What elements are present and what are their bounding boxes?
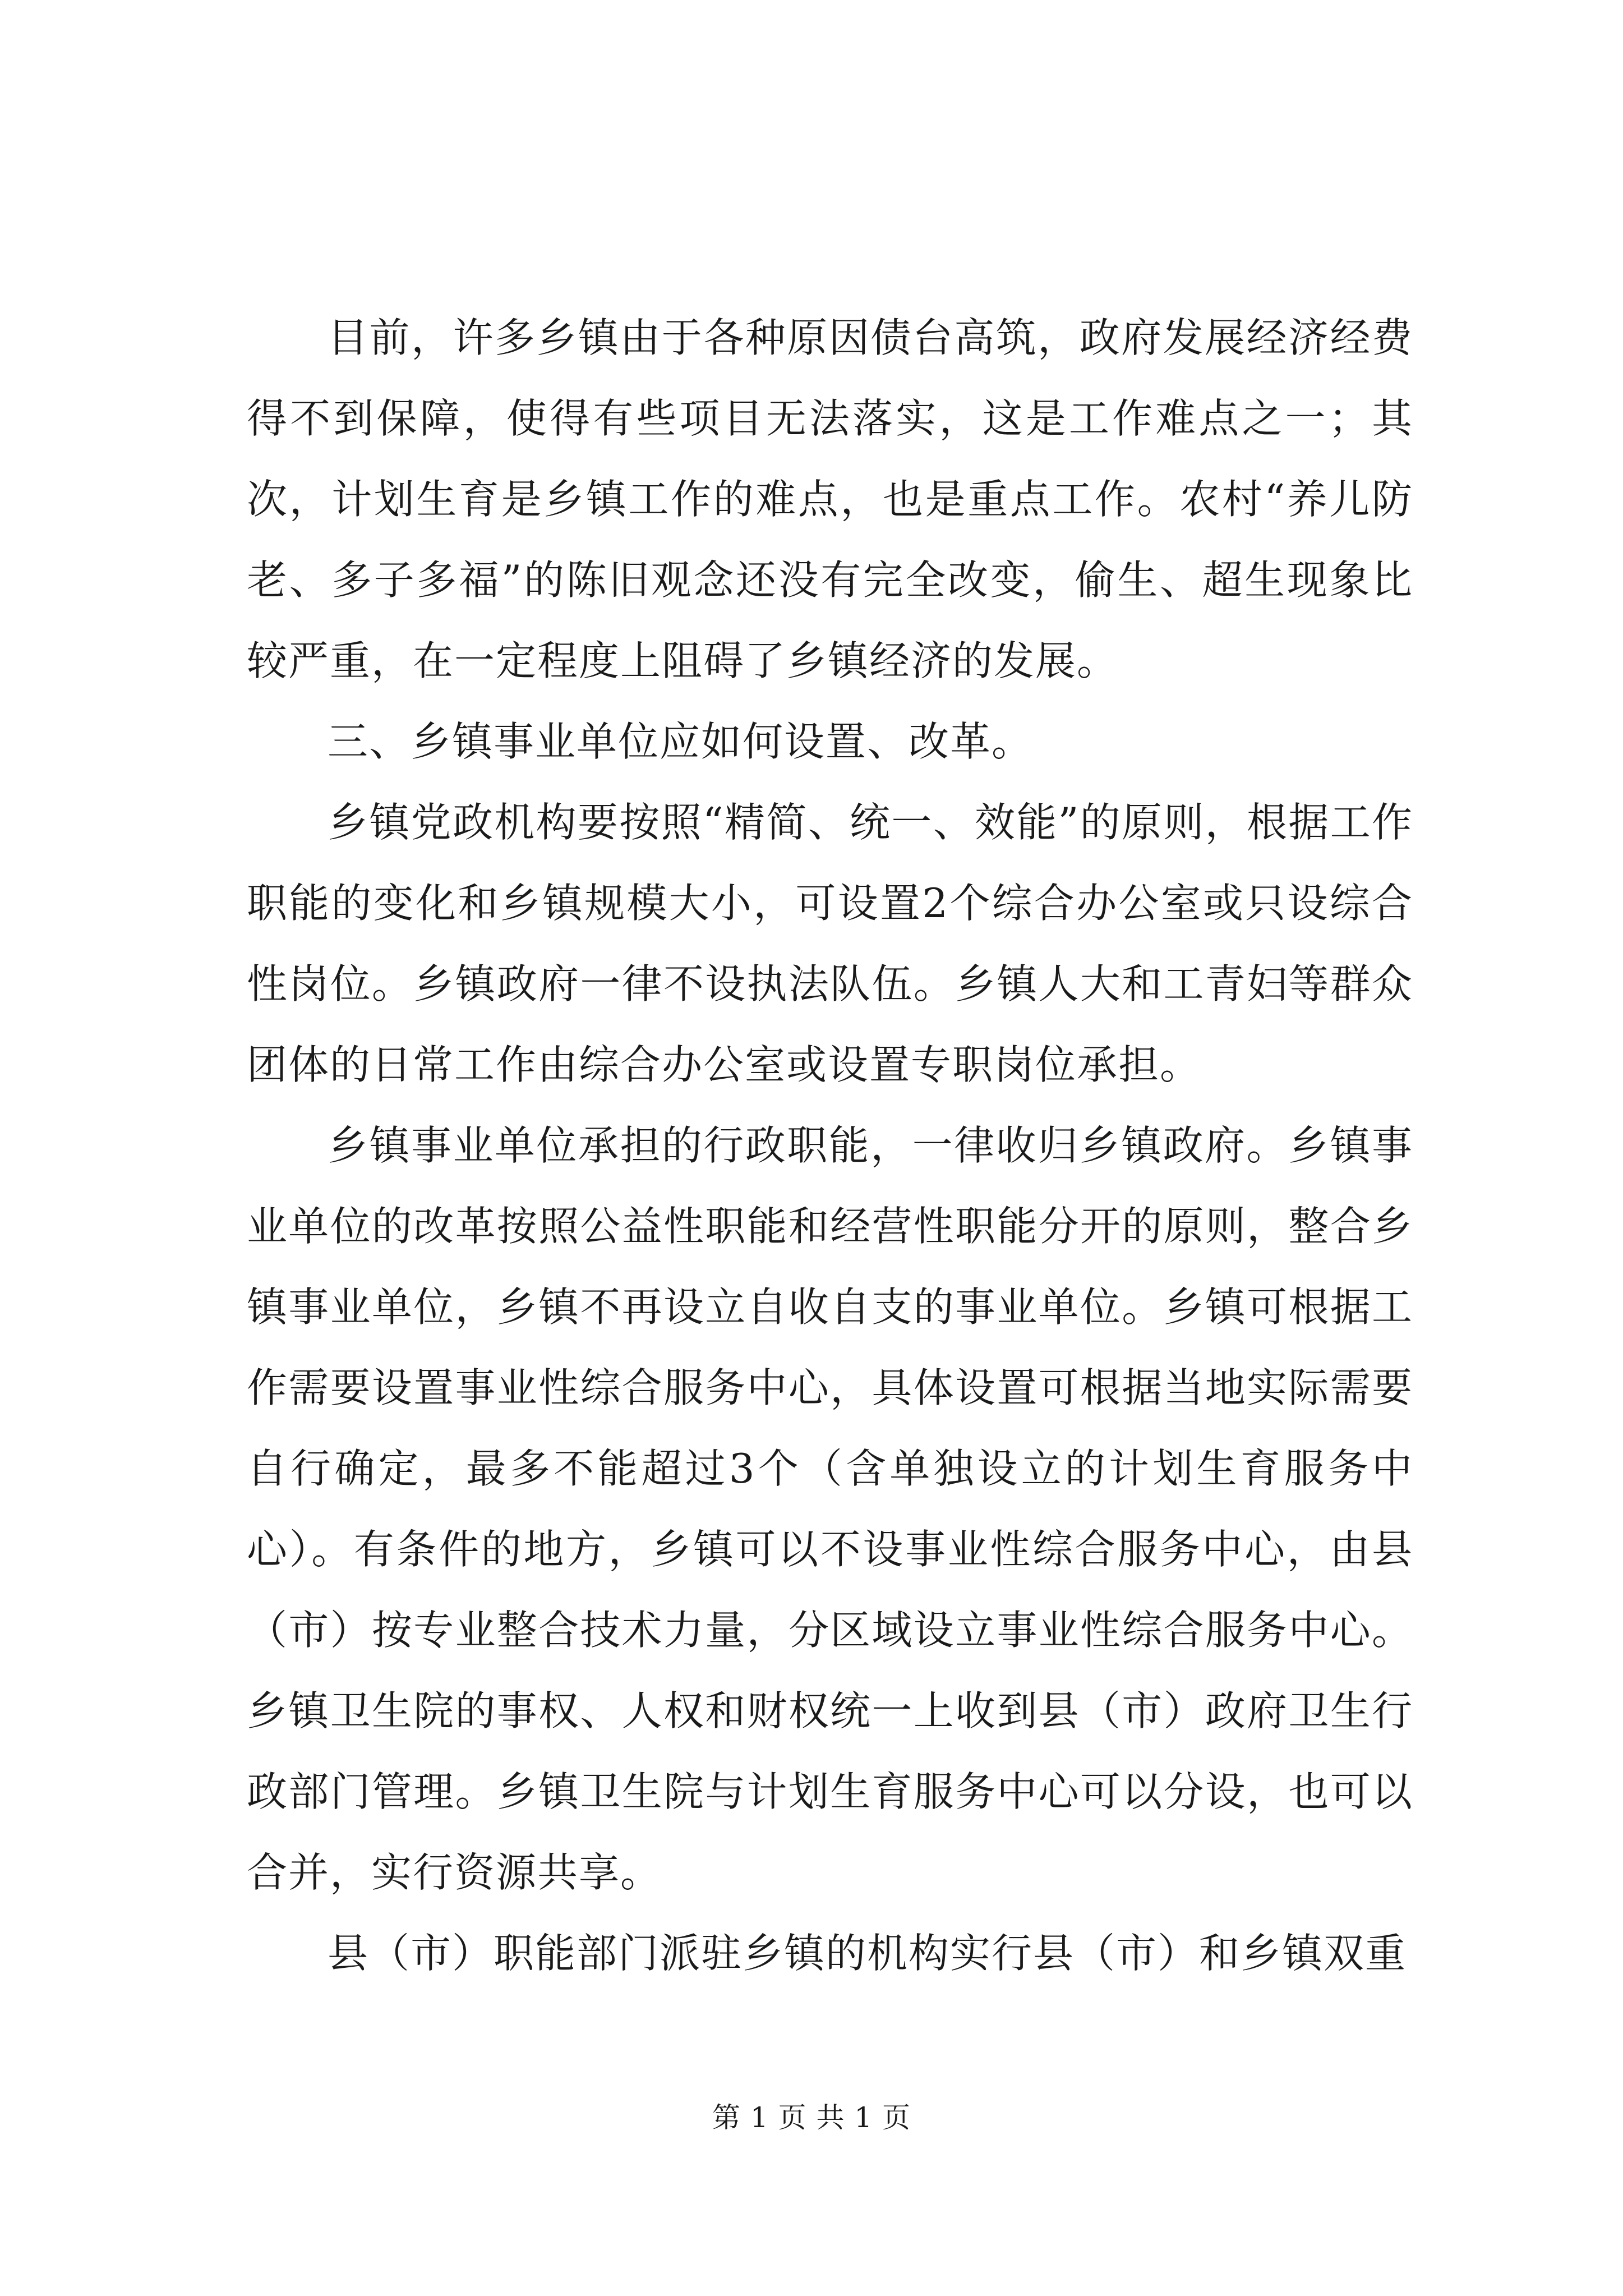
page-number-footer: 第 1 页 共 1 页 xyxy=(712,2101,911,2134)
paragraph-4: 县（市）职能部门派驻乡镇的机构实行县（市）和乡镇双重 xyxy=(328,1930,1407,1977)
document-body xyxy=(247,297,1413,1994)
paragraph-2: 乡镇党政机构要按照“精简、统一、效能”的原则，根据工作职能的变化和乡镇规模大小，可设置2个综合办公室或只设综合性岗位。乡镇政府一律不设执法队伍。乡镇人大和工青妇等群众团体的日常工作由综合办公室或设置专职岗位承担。 xyxy=(247,799,1413,1088)
paragraph-3: 乡镇事业单位承担的行政职能，一律收归乡镇政府。乡镇事业单位的改革按照公益性职能和经营性职能分开的原则，整合乡镇事业单位，乡镇不再设立自收自支的事业单位。乡镇可根据工作需要设置事业性综合服务中心，具体设置可根据当地实际需要自行确定，最多不能超过3个（含单独设立的计划生育服务中心）。有条件的地方，乡镇可以不设事业性综合服务中心，由县（市）按专业整合技术力量，分区域设立事业性综合服务中心。乡镇卫生院的事权、人权和财权统一上收到县（市）政府卫生行政部门管理。乡镇卫生院与计划生育服务中心可以分设，也可以合并，实行资源共享。 xyxy=(247,1122,1413,1896)
paragraph-1: 目前，许多乡镇由于各种原因债台高筑，政府发展经济经费得不到保障，使得有些项目无法落实，这是工作难点之一；其次，计划生育是乡镇工作的难点，也是重点工作。农村“养儿防老、多子多福”的陈旧观念还没有完全改变，偷生、超生现象比较严重，在一定程度上阻碍了乡镇经济的发展。 xyxy=(247,314,1413,684)
section-heading: 三、乡镇事业单位应如何设置、改革。 xyxy=(328,718,1034,765)
